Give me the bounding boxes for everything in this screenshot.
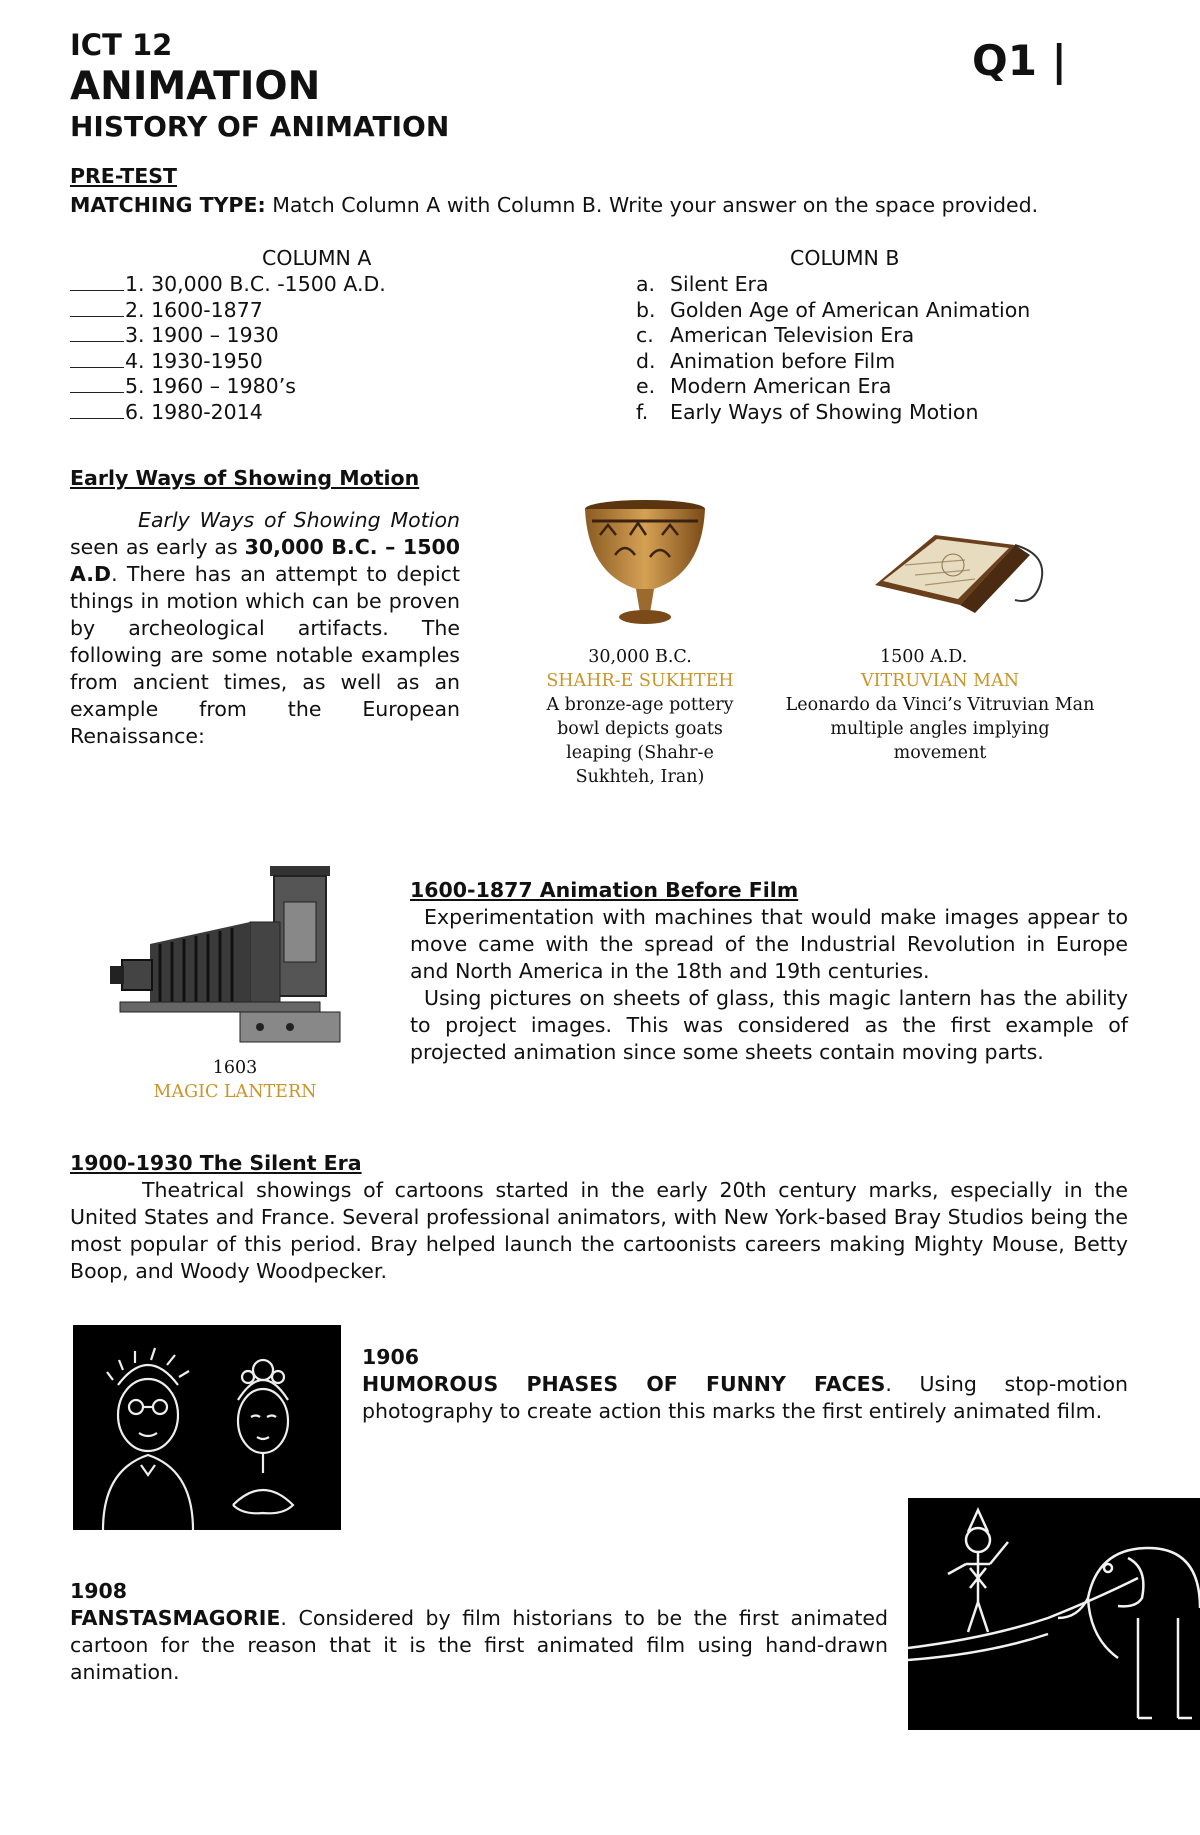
answer-blank[interactable] <box>70 400 124 419</box>
before-film-heading: 1600-1877 Animation Before Film <box>410 878 799 902</box>
year-1908: 1908 <box>70 1579 128 1603</box>
column-b-item <box>636 400 1030 426</box>
answer-blank[interactable] <box>70 272 124 291</box>
lantern-caption-year: 1603 <box>212 1058 258 1078</box>
early-italic: Early Ways of Showing Motion <box>138 508 460 532</box>
fantasmagorie-text: . Considered by film historians to be the first animated cartoon for the reason that it is the first animated film using hand-drawn animation. <box>70 1606 888 1684</box>
column-b-letter: c. <box>636 323 654 347</box>
funny-faces-title: HUMOROUS PHASES OF FUNNY FACES <box>362 1372 886 1396</box>
column-a-item[interactable] <box>70 349 386 375</box>
silent-era-heading: 1900-1930 The Silent Era <box>70 1151 362 1175</box>
column-a-item[interactable] <box>70 400 386 426</box>
vitruvian-caption-desc: Leonardo da Vinci’s Vitruvian Man multiple angles implying movement <box>785 695 1095 763</box>
pretest-heading: PRE-TEST <box>70 164 178 188</box>
pottery-bowl-image <box>570 495 720 630</box>
course-code: ICT 12 <box>70 28 173 62</box>
column-b-letter: f. <box>636 399 649 424</box>
column-b-header: COLUMN B <box>790 246 900 270</box>
early-text-a: seen as early as <box>70 535 245 559</box>
column-a-text: 2. 1600-1877 <box>125 297 263 322</box>
bowl-caption-desc: A bronze-age pottery bowl depicts goats leaping (Shahr-e Sukhteh, Iran) <box>546 695 734 787</box>
column-b-text: Early Ways of Showing Motion <box>670 399 979 424</box>
column-b-list <box>636 272 1030 425</box>
column-a-header: COLUMN A <box>262 246 372 270</box>
page-title: ANIMATION <box>70 64 321 109</box>
column-b-letter: b. <box>636 297 656 322</box>
vitruvian-book-image <box>865 515 1060 615</box>
vitruvian-caption-name: VITRUVIAN MAN <box>860 671 1020 691</box>
early-bold: 30,000 B.C. – 1500 A.D <box>70 535 460 586</box>
early-ways-heading: Early Ways of Showing Motion <box>70 466 420 490</box>
silent-era-paragraph: Theatrical showings of cartoons started in the early 20th century marks, especially in the United States and France. Several professional animators, with New York-based Bray Studios being the most popular of this period. Bray helped launch the cartoonists careers making Mighty Mouse, Betty Boop, and Woody Woodpecker. <box>70 1178 1128 1283</box>
answer-blank[interactable] <box>70 374 124 393</box>
before-film-paragraph <box>410 904 1128 1066</box>
year-1906: 1906 <box>362 1345 420 1369</box>
column-b-text: Animation before Film <box>670 348 896 373</box>
column-b-item <box>636 298 1030 324</box>
fantasmagorie-image <box>908 1498 1200 1730</box>
column-b-item <box>636 349 1030 375</box>
column-a-text: 6. 1980-2014 <box>125 399 263 424</box>
column-a-text: 5. 1960 – 1980’s <box>125 374 296 398</box>
column-b-letter: d. <box>636 348 656 373</box>
column-a-item[interactable] <box>70 272 386 298</box>
column-b-text: Modern American Era <box>670 374 892 398</box>
column-a-item[interactable] <box>70 323 386 349</box>
before-film-p2: Using pictures on sheets of glass, this magic lantern has the ability to project images. This was considered as the first example of projected animation since some sheets contain moving parts. <box>410 986 1128 1064</box>
bowl-caption-name: SHAHR-E SUKHTEH <box>546 671 734 691</box>
column-a-item[interactable] <box>70 298 386 324</box>
magic-lantern-image <box>100 862 360 1052</box>
bowl-caption-year: 30,000 B.C. <box>588 647 692 667</box>
column-b-item <box>636 374 1030 400</box>
column-b-item <box>636 323 1030 349</box>
before-film-p1: Experimentation with machines that would make images appear to move came with the spread of the Industrial Revolution in Europe and North America in the 18th and 19th centuries. <box>410 905 1128 983</box>
quarter-label: Q1 | <box>972 36 1067 85</box>
lantern-caption-name: MAGIC LANTERN <box>153 1082 317 1102</box>
answer-blank[interactable] <box>70 298 124 317</box>
early-ways-paragraph <box>70 507 460 750</box>
early-text-b: . There has an attempt to depict things in motion which can be proven by archeological artifacts. The following are some notable examples from ancient times, as well as an example from the European Renaissance: <box>70 562 460 748</box>
column-b-text: American Television Era <box>670 323 915 347</box>
pretest-instruction <box>70 192 1038 219</box>
column-b-letter: a. <box>636 272 656 296</box>
column-b-text: Silent Era <box>670 272 769 296</box>
page-subtitle: HISTORY OF ANIMATION <box>70 110 450 143</box>
answer-blank[interactable] <box>70 323 124 342</box>
column-b-letter: e. <box>636 374 656 398</box>
funny-faces-text: . Using stop-motion photography to create action this marks the first entirely animated film. <box>362 1372 1128 1423</box>
fantasmagorie-paragraph <box>70 1605 888 1686</box>
lantern-caption <box>120 1056 350 1104</box>
funny-faces-paragraph <box>362 1371 1128 1425</box>
column-a-list <box>70 272 386 425</box>
bowl-caption <box>510 645 770 789</box>
answer-blank[interactable] <box>70 349 124 368</box>
column-a-text: 4. 1930-1950 <box>125 348 263 373</box>
vitruvian-caption-year: 1500 A.D. <box>880 647 968 667</box>
instruction-text: Match Column A with Column B. Write your answer on the space provided. <box>265 193 1039 217</box>
column-a-text: 3. 1900 – 1930 <box>125 323 279 347</box>
column-a-text: 1. 30,000 B.C. -1500 A.D. <box>125 272 386 296</box>
instruction-label: MATCHING TYPE: <box>70 193 266 217</box>
column-b-item <box>636 272 1030 298</box>
fantasmagorie-title: FANSTASMAGORIE <box>70 1606 281 1630</box>
funny-faces-image <box>73 1325 341 1530</box>
column-b-text: Golden Age of American Animation <box>670 297 1031 322</box>
vitruvian-caption <box>785 645 1095 765</box>
column-a-item[interactable] <box>70 374 386 400</box>
